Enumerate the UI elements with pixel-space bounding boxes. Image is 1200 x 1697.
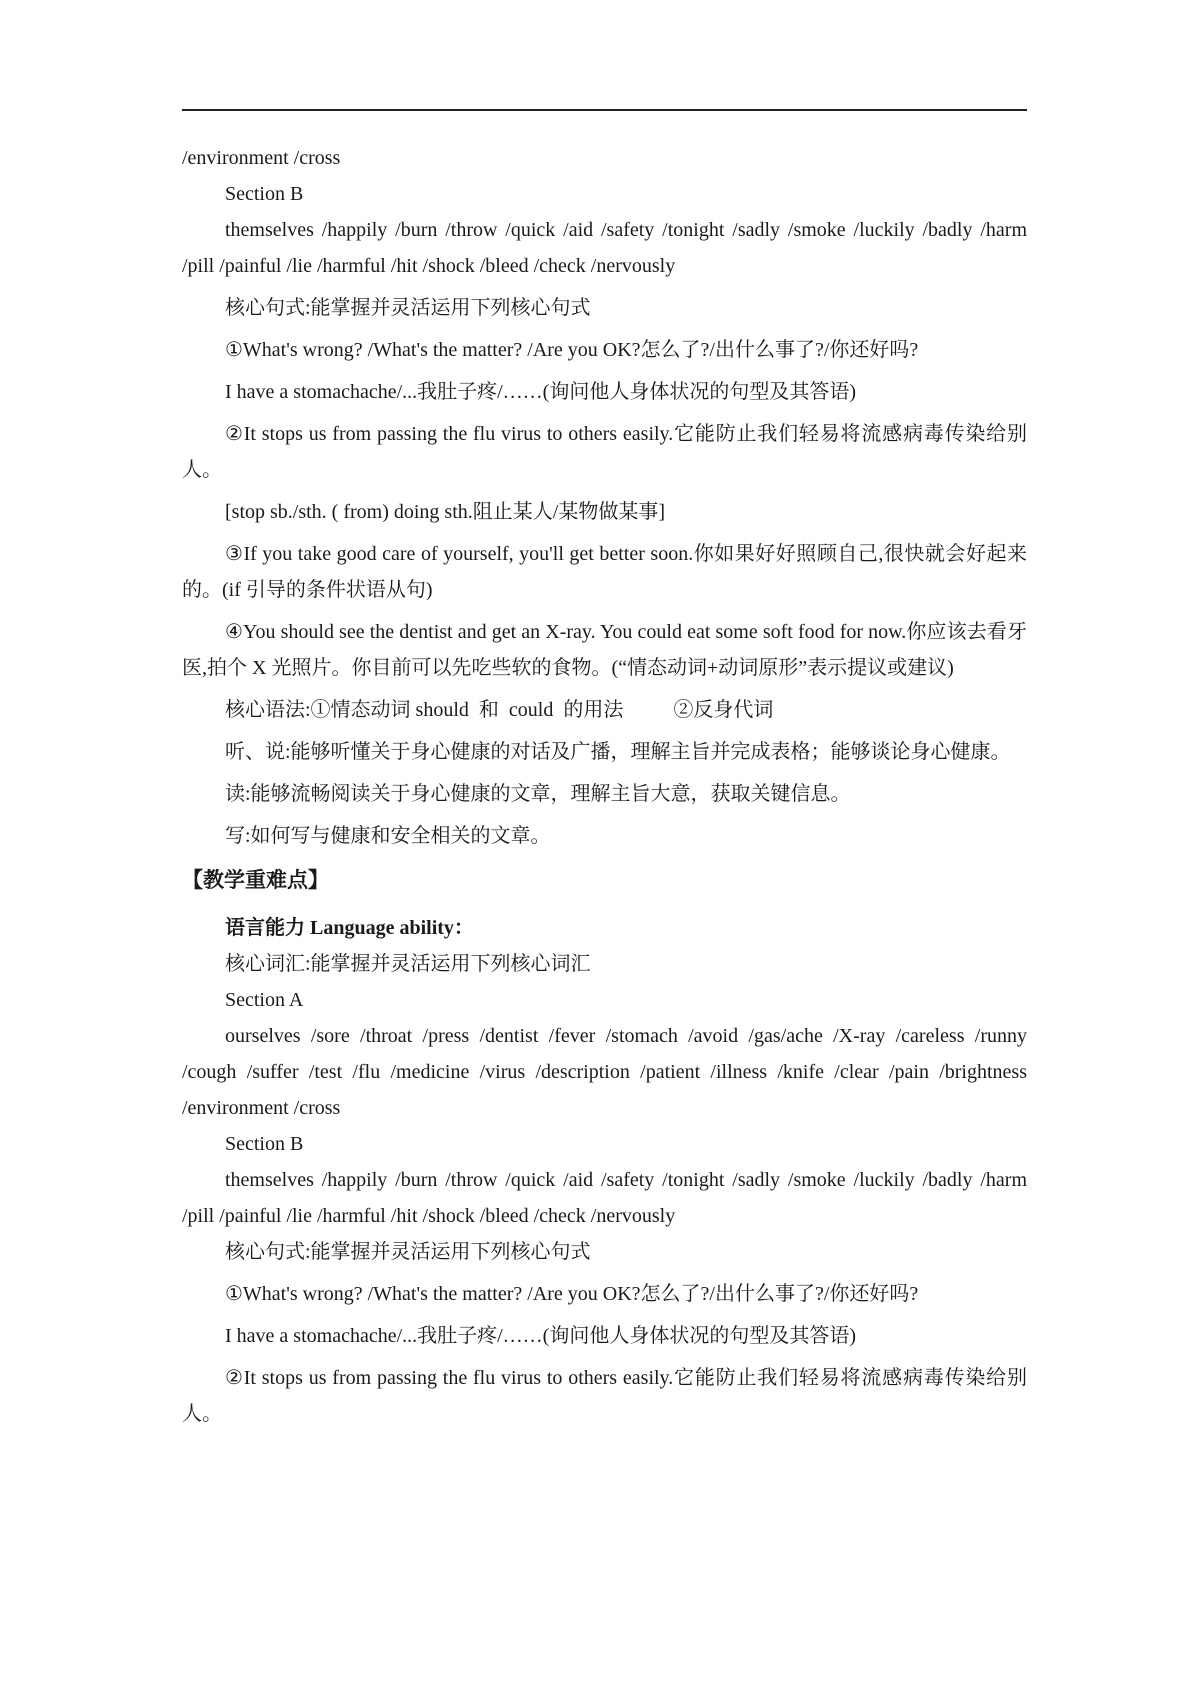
section-b-words-2: themselves /happily /burn /throw /quick /aid /safety /tonight /sadly /smoke /luckily /badly /harm /pill /painful /lie /harmful /hit /shock /bleed /check /nervously — [182, 1169, 1027, 1227]
vocab-line-continuation: /environment /cross — [182, 147, 341, 169]
sentence-1-answer-repeat: I have a stomachache/...我肚子疼/……(询问他人身体状况的句型及其答语) — [225, 1325, 857, 1347]
core-vocab-intro: 核心词汇:能掌握并灵活运用下列核心词汇 — [225, 953, 591, 975]
core-sentences-intro-2: 核心句式:能掌握并灵活运用下列核心句式 — [225, 1241, 591, 1263]
section-a-label: Section A — [225, 989, 304, 1011]
section-heading: 【教学重难点】 — [182, 868, 329, 892]
sentence-2: ②It stops us from passing the flu virus to others easily.它能防止我们轻易将流感病毒传染给别人。 — [182, 423, 1027, 481]
document-body — [182, 140, 1027, 1432]
core-grammar: 核心语法:①情态动词 should 和 could 的用法 ②反身代词 — [225, 699, 774, 721]
listening-speaking: 听、说:能够听懂关于身心健康的对话及广播，理解主旨并完成表格；能够谈论身心健康。 — [225, 741, 1011, 763]
section-b-label-2: Section B — [225, 1133, 304, 1155]
sentence-2-note: [stop sb./sth. ( from) doing sth.阻止某人/某物做某事] — [225, 501, 665, 523]
section-a-words: ourselves /sore /throat /press /dentist /fever /stomach /avoid /gas/ache /X-ray /careless /runny /cough /suffer /test /flu /medicine /virus /description /patient /illness /knife /clear /pain /brightness /environment /cross — [182, 1025, 1027, 1119]
sentence-3: ③If you take good care of yourself, you'll get better soon.你如果好好照顾自己,很快就会好起来的。(if 引导的条件状语从句) — [182, 543, 1027, 601]
sentence-2-repeat: ②It stops us from passing the flu virus to others easily.它能防止我们轻易将流感病毒传染给别人。 — [182, 1367, 1027, 1425]
sentence-1: ①What's wrong? /What's the matter? /Are you OK?怎么了?/出什么事了?/你还好吗? — [225, 339, 919, 361]
sentence-4: ④You should see the dentist and get an X-ray. You could eat some soft food for now.你应该去看牙医,拍个 X 光照片。你目前可以先吃些软的食物。(“情态动词+动词原形”表示提议或建议) — [182, 621, 1027, 679]
sentence-1-repeat: ①What's wrong? /What's the matter? /Are you OK?怎么了?/出什么事了?/你还好吗? — [225, 1283, 919, 1305]
sentence-1-answer: I have a stomachache/...我肚子疼/……(询问他人身体状况的句型及其答语) — [225, 381, 857, 403]
reading: 读:能够流畅阅读关于身心健康的文章，理解主旨大意，获取关键信息。 — [225, 783, 851, 805]
section-b-words: themselves /happily /burn /throw /quick /aid /safety /tonight /sadly /smoke /luckily /badly /harm /pill /painful /lie /harmful /hit /shock /bleed /check /nervously — [182, 219, 1027, 277]
header-rule — [182, 109, 1027, 111]
writing: 写:如何写与健康和安全相关的文章。 — [225, 825, 551, 847]
language-ability-heading: 语言能力 Language ability： — [225, 917, 474, 939]
section-b-label: Section B — [225, 183, 304, 205]
core-sentences-intro: 核心句式:能掌握并灵活运用下列核心句式 — [225, 297, 591, 319]
